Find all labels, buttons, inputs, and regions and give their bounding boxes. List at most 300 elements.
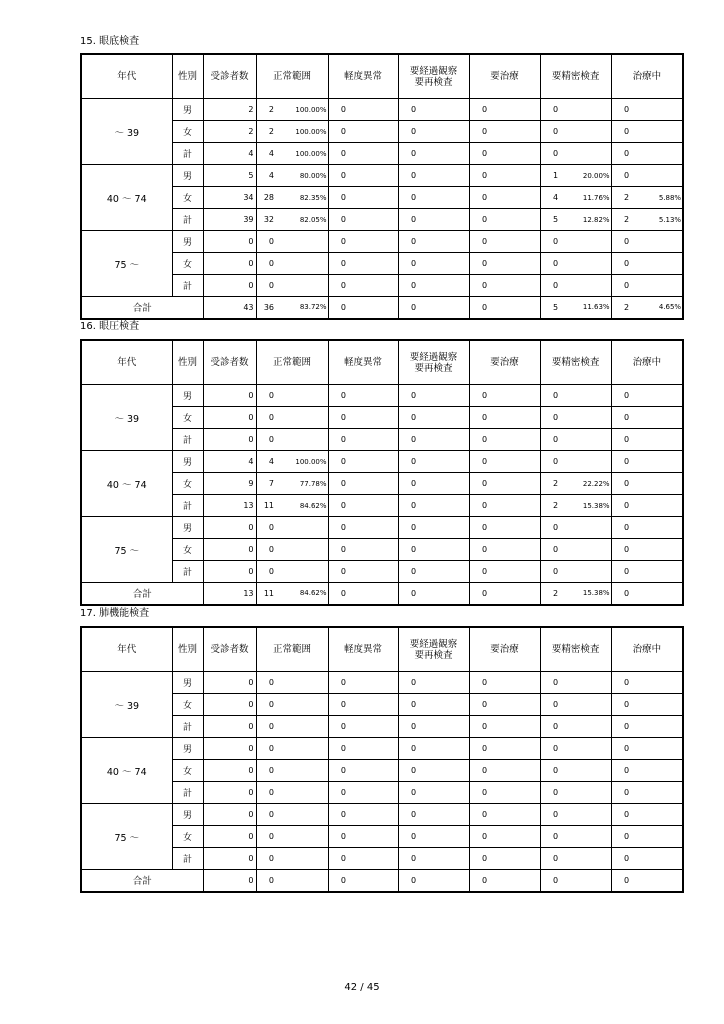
percent-cell [631,275,683,297]
percent-cell: 15.38% [560,495,611,517]
percent-cell [276,870,328,892]
percent-cell [418,297,469,319]
count-cell: 0 [328,187,348,209]
count-cell: 0 [469,231,489,253]
column-header: 治療中 [611,340,683,385]
table-row [81,407,683,429]
percent-cell [348,694,398,716]
table-row [81,672,683,694]
percent-cell [631,583,683,605]
percent-cell [631,672,683,694]
percent-cell [489,760,540,782]
count-cell: 0 [611,716,631,738]
percent-cell: 84.62% [276,583,328,605]
percent-cell [631,231,683,253]
table-row [81,99,683,121]
column-header: 年代 [81,627,172,672]
count-cell: 0 [328,760,348,782]
total-row [81,297,683,319]
percent-cell [418,804,469,826]
percent-cell: 83.72% [276,297,328,319]
percent-cell [560,253,611,275]
percent-cell: 5.13% [631,209,683,231]
percent-cell [348,231,398,253]
percent-cell: 84.62% [276,495,328,517]
percent-cell [276,561,328,583]
percent-cell [631,539,683,561]
count-cell: 9 [203,473,256,495]
column-header: 治療中 [611,627,683,672]
count-cell: 0 [203,848,256,870]
count-cell: 0 [398,451,418,473]
count-cell: 0 [611,275,631,297]
sex-label: 計 [172,716,203,738]
total-label: 合計 [81,583,203,605]
count-cell: 0 [469,407,489,429]
percent-cell [348,495,398,517]
sex-label: 計 [172,561,203,583]
count-cell: 0 [611,848,631,870]
count-cell: 0 [203,429,256,451]
count-cell: 0 [203,275,256,297]
count-cell: 0 [203,561,256,583]
count-cell: 0 [328,385,348,407]
percent-cell [631,473,683,495]
count-cell: 0 [328,429,348,451]
percent-cell [348,253,398,275]
count-cell: 0 [328,143,348,165]
count-cell: 0 [328,297,348,319]
count-cell: 2 [611,209,631,231]
count-cell: 0 [328,275,348,297]
count-cell: 0 [540,143,560,165]
percent-cell [631,804,683,826]
count-cell: 0 [328,716,348,738]
percent-cell [418,473,469,495]
count-cell: 0 [398,804,418,826]
percent-cell [348,451,398,473]
count-cell: 0 [469,451,489,473]
count-cell: 7 [256,473,276,495]
section-title: 16. 眼圧検査 [80,321,140,332]
count-cell: 0 [256,716,276,738]
count-cell: 0 [203,738,256,760]
percent-cell [418,231,469,253]
sex-label: 男 [172,804,203,826]
percent-cell: 100.00% [276,451,328,473]
percent-cell [631,517,683,539]
count-cell: 0 [469,870,489,892]
count-cell: 0 [328,99,348,121]
count-cell: 1 [540,165,560,187]
count-cell: 0 [611,760,631,782]
percent-cell [348,209,398,231]
age-group-label: ～ 39 [81,99,172,165]
count-cell: 0 [611,121,631,143]
count-cell: 0 [398,495,418,517]
count-cell: 0 [540,760,560,782]
table-row [81,495,683,517]
count-cell: 0 [328,407,348,429]
age-group-label: 75 ～ [81,231,172,297]
count-cell: 0 [540,407,560,429]
percent-cell [418,583,469,605]
count-cell: 0 [398,473,418,495]
count-cell: 0 [611,539,631,561]
percent-cell: 100.00% [276,99,328,121]
count-cell: 0 [398,253,418,275]
percent-cell: 15.38% [560,583,611,605]
count-cell: 0 [203,804,256,826]
count-cell: 0 [611,517,631,539]
count-cell: 0 [540,231,560,253]
percent-cell [560,517,611,539]
percent-cell [348,385,398,407]
count-cell: 5 [203,165,256,187]
percent-cell [560,716,611,738]
count-cell: 0 [328,583,348,605]
sex-label: 計 [172,275,203,297]
count-cell: 0 [328,561,348,583]
percent-cell [560,143,611,165]
percent-cell: 77.78% [276,473,328,495]
count-cell: 0 [203,760,256,782]
count-cell: 0 [328,870,348,892]
table-row [81,760,683,782]
age-group-label: 40 ～ 74 [81,165,172,231]
percent-cell [560,804,611,826]
percent-cell [489,716,540,738]
total-label: 合計 [81,870,203,892]
percent-cell [631,121,683,143]
count-cell: 0 [469,760,489,782]
count-cell: 0 [469,804,489,826]
percent-cell [489,143,540,165]
percent-cell [631,99,683,121]
percent-cell [489,275,540,297]
percent-cell [560,385,611,407]
table-row [81,253,683,275]
percent-cell [560,694,611,716]
column-header: 正常範囲 [256,627,328,672]
count-cell: 0 [328,848,348,870]
count-cell: 0 [203,407,256,429]
total-label: 合計 [81,297,203,319]
column-header: 軽度異常 [328,340,398,385]
percent-cell: 100.00% [276,143,328,165]
count-cell: 11 [256,495,276,517]
sex-label: 男 [172,672,203,694]
count-cell: 0 [203,716,256,738]
percent-cell [348,716,398,738]
count-cell: 0 [256,870,276,892]
column-header: 受診者数 [203,340,256,385]
count-cell: 2 [203,121,256,143]
column-header: 要経過観察 要再検査 [398,340,469,385]
table-row [81,209,683,231]
count-cell: 0 [540,385,560,407]
count-cell: 0 [469,539,489,561]
column-header: 要精密検査 [540,54,611,99]
percent-cell [560,870,611,892]
percent-cell [418,561,469,583]
percent-cell [348,848,398,870]
count-cell: 0 [398,826,418,848]
percent-cell [489,495,540,517]
percent-cell [631,253,683,275]
count-cell: 0 [398,429,418,451]
table-row [81,694,683,716]
count-cell: 2 [611,297,631,319]
percent-cell [631,760,683,782]
table-row [81,451,683,473]
count-cell: 0 [398,561,418,583]
percent-cell [489,738,540,760]
sex-label: 男 [172,385,203,407]
percent-cell [418,187,469,209]
percent-cell [418,694,469,716]
percent-cell [276,716,328,738]
percent-cell [348,738,398,760]
count-cell: 0 [328,165,348,187]
count-cell: 0 [611,407,631,429]
count-cell: 0 [469,583,489,605]
table-row [81,187,683,209]
age-group-label: 75 ～ [81,517,172,583]
sex-label: 女 [172,253,203,275]
count-cell: 0 [469,826,489,848]
count-cell: 0 [256,539,276,561]
percent-cell [560,826,611,848]
percent-cell [348,826,398,848]
count-cell: 0 [328,209,348,231]
table-row [81,429,683,451]
count-cell: 0 [540,694,560,716]
percent-cell [418,826,469,848]
count-cell: 0 [256,738,276,760]
percent-cell: 22.22% [560,473,611,495]
percent-cell [418,275,469,297]
count-cell: 0 [398,782,418,804]
count-cell: 2 [611,187,631,209]
percent-cell [348,165,398,187]
percent-cell [631,143,683,165]
percent-cell [489,804,540,826]
column-header: 要治療 [469,340,540,385]
percent-cell [418,121,469,143]
count-cell: 0 [328,804,348,826]
count-cell: 4 [540,187,560,209]
count-cell: 0 [611,429,631,451]
count-cell: 0 [203,672,256,694]
table-row [81,738,683,760]
percent-cell [560,738,611,760]
count-cell: 0 [256,561,276,583]
percent-cell [489,187,540,209]
percent-cell [348,275,398,297]
percent-cell [560,539,611,561]
count-cell: 0 [469,143,489,165]
percent-cell: 80.00% [276,165,328,187]
percent-cell [489,561,540,583]
percent-cell [276,826,328,848]
count-cell: 0 [398,672,418,694]
sex-label: 女 [172,121,203,143]
percent-cell [489,672,540,694]
percent-cell [276,848,328,870]
count-cell: 0 [398,848,418,870]
count-cell: 0 [611,694,631,716]
percent-cell: 100.00% [276,121,328,143]
column-header: 年代 [81,54,172,99]
percent-cell [489,451,540,473]
percent-cell [631,716,683,738]
count-cell: 2 [540,473,560,495]
count-cell: 0 [256,253,276,275]
sex-label: 男 [172,517,203,539]
percent-cell [560,407,611,429]
count-cell: 0 [469,385,489,407]
percent-cell [418,209,469,231]
percent-cell [489,231,540,253]
count-cell: 28 [256,187,276,209]
count-cell: 0 [540,782,560,804]
percent-cell [489,583,540,605]
percent-cell [348,99,398,121]
age-group-label: ～ 39 [81,672,172,738]
age-group-label: ～ 39 [81,385,172,451]
sex-label: 計 [172,782,203,804]
count-cell: 0 [398,385,418,407]
count-cell: 0 [611,672,631,694]
count-cell: 0 [611,143,631,165]
percent-cell [560,561,611,583]
count-cell: 0 [398,99,418,121]
percent-cell [418,451,469,473]
count-cell: 0 [398,187,418,209]
count-cell: 0 [540,870,560,892]
count-cell: 0 [203,231,256,253]
count-cell: 0 [540,672,560,694]
percent-cell [418,407,469,429]
percent-cell [631,870,683,892]
percent-cell [489,99,540,121]
sex-label: 女 [172,539,203,561]
percent-cell [276,782,328,804]
percent-cell [348,672,398,694]
percent-cell [489,694,540,716]
percent-cell [276,694,328,716]
percent-cell [489,209,540,231]
percent-cell [489,407,540,429]
column-header: 正常範囲 [256,54,328,99]
count-cell: 0 [469,187,489,209]
column-header: 要精密検査 [540,340,611,385]
count-cell: 0 [398,716,418,738]
percent-cell [276,275,328,297]
count-cell: 36 [256,297,276,319]
count-cell: 0 [328,121,348,143]
percent-cell [560,121,611,143]
percent-cell [631,165,683,187]
count-cell: 0 [256,275,276,297]
percent-cell [348,782,398,804]
table-row [81,539,683,561]
count-cell: 13 [203,583,256,605]
percent-cell: 12.82% [560,209,611,231]
percent-cell [348,517,398,539]
count-cell: 0 [398,275,418,297]
sex-label: 計 [172,848,203,870]
count-cell: 0 [328,231,348,253]
results-table [80,53,684,320]
count-cell: 0 [398,583,418,605]
count-cell: 2 [540,495,560,517]
percent-cell [418,848,469,870]
count-cell: 0 [540,253,560,275]
column-header: 要精密検査 [540,627,611,672]
count-cell: 0 [398,694,418,716]
sex-label: 計 [172,209,203,231]
count-cell: 0 [256,694,276,716]
count-cell: 0 [328,826,348,848]
count-cell: 0 [203,517,256,539]
table-row [81,231,683,253]
percent-cell [631,429,683,451]
count-cell: 0 [611,826,631,848]
count-cell: 0 [328,495,348,517]
count-cell: 0 [203,385,256,407]
percent-cell [560,760,611,782]
sex-label: 計 [172,495,203,517]
count-cell: 0 [469,517,489,539]
table-row [81,848,683,870]
table-row [81,385,683,407]
percent-cell [560,848,611,870]
percent-cell: 5.88% [631,187,683,209]
count-cell: 0 [203,826,256,848]
count-cell: 0 [398,209,418,231]
percent-cell [418,672,469,694]
table-row [81,165,683,187]
count-cell: 0 [540,716,560,738]
count-cell: 0 [328,738,348,760]
percent-cell [631,561,683,583]
age-group-label: 40 ～ 74 [81,738,172,804]
percent-cell [560,231,611,253]
percent-cell [489,429,540,451]
count-cell: 0 [256,429,276,451]
column-header: 要経過観察 要再検査 [398,627,469,672]
count-cell: 4 [203,451,256,473]
count-cell: 0 [469,275,489,297]
percent-cell [276,407,328,429]
column-header: 軽度異常 [328,54,398,99]
percent-cell [276,429,328,451]
count-cell: 0 [328,782,348,804]
count-cell: 0 [256,385,276,407]
count-cell: 0 [469,495,489,517]
table-row [81,517,683,539]
count-cell: 0 [611,583,631,605]
percent-cell [418,385,469,407]
count-cell: 0 [611,782,631,804]
percent-cell [276,738,328,760]
count-cell: 39 [203,209,256,231]
percent-cell [276,672,328,694]
count-cell: 0 [328,694,348,716]
table-row [81,473,683,495]
